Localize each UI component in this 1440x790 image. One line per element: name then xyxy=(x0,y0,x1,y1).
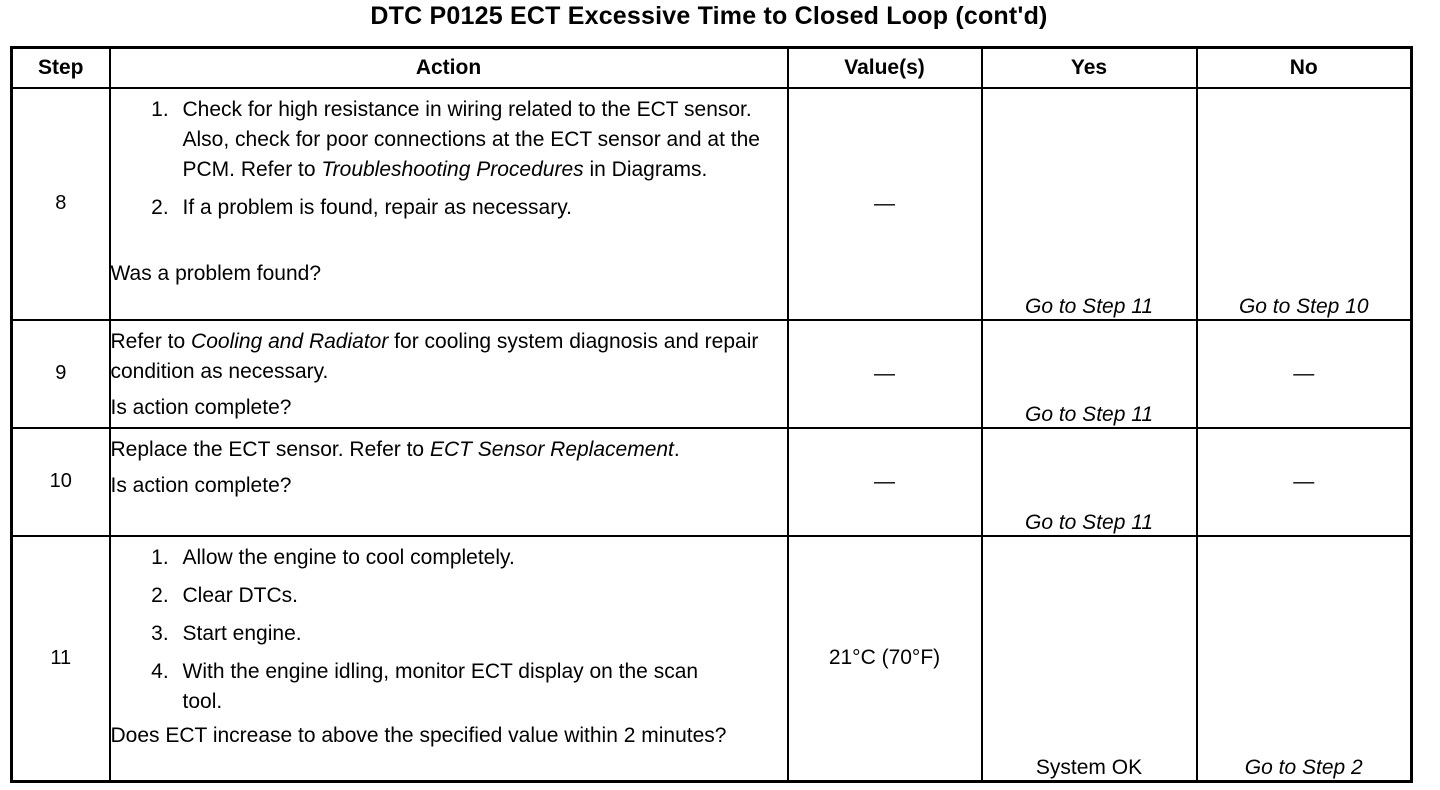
yes-action: Go to Step 11 xyxy=(982,428,1197,536)
yes-action: Go to Step 11 xyxy=(982,88,1197,320)
header-no: No xyxy=(1197,48,1412,88)
table-row xyxy=(12,536,1412,782)
action-list xyxy=(111,543,787,717)
reference-link-text: Cooling and Radiator xyxy=(191,329,389,353)
question-text: Is action complete? xyxy=(110,473,292,497)
header-yes: Yes xyxy=(982,48,1197,88)
table-row xyxy=(12,88,1412,320)
action-text: Replace the ECT sensor. Refer to ECT Sensor Replacement. xyxy=(110,437,680,461)
list-item: 1. Check for high resistance in wiring related to the ECT sensor. Also, check for poor connections at the ECT sensor and at the PCM. Refer to Troubleshooting Procedures in Diagrams. xyxy=(175,95,787,185)
list-item: 1. Allow the engine to cool completely. xyxy=(175,543,787,573)
yes-action: Go to Step 11 xyxy=(982,320,1197,428)
header-row xyxy=(12,48,1412,88)
value-cell: — xyxy=(788,88,982,320)
action-list xyxy=(111,95,787,223)
question-text: Does ECT increase to above the specified value within 2 minutes? xyxy=(110,723,727,747)
page-title: DTC P0125 ECT Excessive Time to Closed Loop (cont'd) xyxy=(370,2,1048,30)
reference-link-text: Troubleshooting Procedures xyxy=(321,157,584,181)
diagnostic-table xyxy=(10,46,1413,783)
step-number: 9 xyxy=(12,320,110,428)
action-cell xyxy=(110,320,788,428)
no-action: — xyxy=(1197,428,1412,536)
value-cell: 21°C (70°F) xyxy=(788,536,982,782)
list-item: 2. Clear DTCs. xyxy=(175,581,787,611)
list-item: 2. If a problem is found, repair as necessary. xyxy=(175,193,787,223)
table-row xyxy=(12,320,1412,428)
step-number: 8 xyxy=(12,88,110,320)
step-number: 10 xyxy=(12,428,110,536)
question-text: Is action complete? xyxy=(110,395,292,419)
yes-action: System OK xyxy=(982,536,1197,782)
reference-link-text: ECT Sensor Replacement xyxy=(429,437,674,461)
action-cell xyxy=(110,536,788,782)
header-action: Action xyxy=(110,48,788,88)
no-action: — xyxy=(1197,320,1412,428)
table-row xyxy=(12,428,1412,536)
list-item: 4. With the engine idling, monitor ECT display on the scan tool. xyxy=(175,657,787,717)
header-values: Value(s) xyxy=(788,48,982,88)
question-text: Was a problem found? xyxy=(110,261,322,285)
step-number: 11 xyxy=(12,536,110,782)
value-cell: — xyxy=(788,320,982,428)
header-step: Step xyxy=(12,48,110,88)
action-text: Refer to Cooling and Radiator for cooling system diagnosis and repair condition as necessary. xyxy=(110,329,759,383)
no-action: Go to Step 10 xyxy=(1197,88,1412,320)
no-action: Go to Step 2 xyxy=(1197,536,1412,782)
value-cell: — xyxy=(788,428,982,536)
action-cell xyxy=(110,428,788,536)
action-cell xyxy=(110,88,788,320)
list-item: 3. Start engine. xyxy=(175,619,787,649)
